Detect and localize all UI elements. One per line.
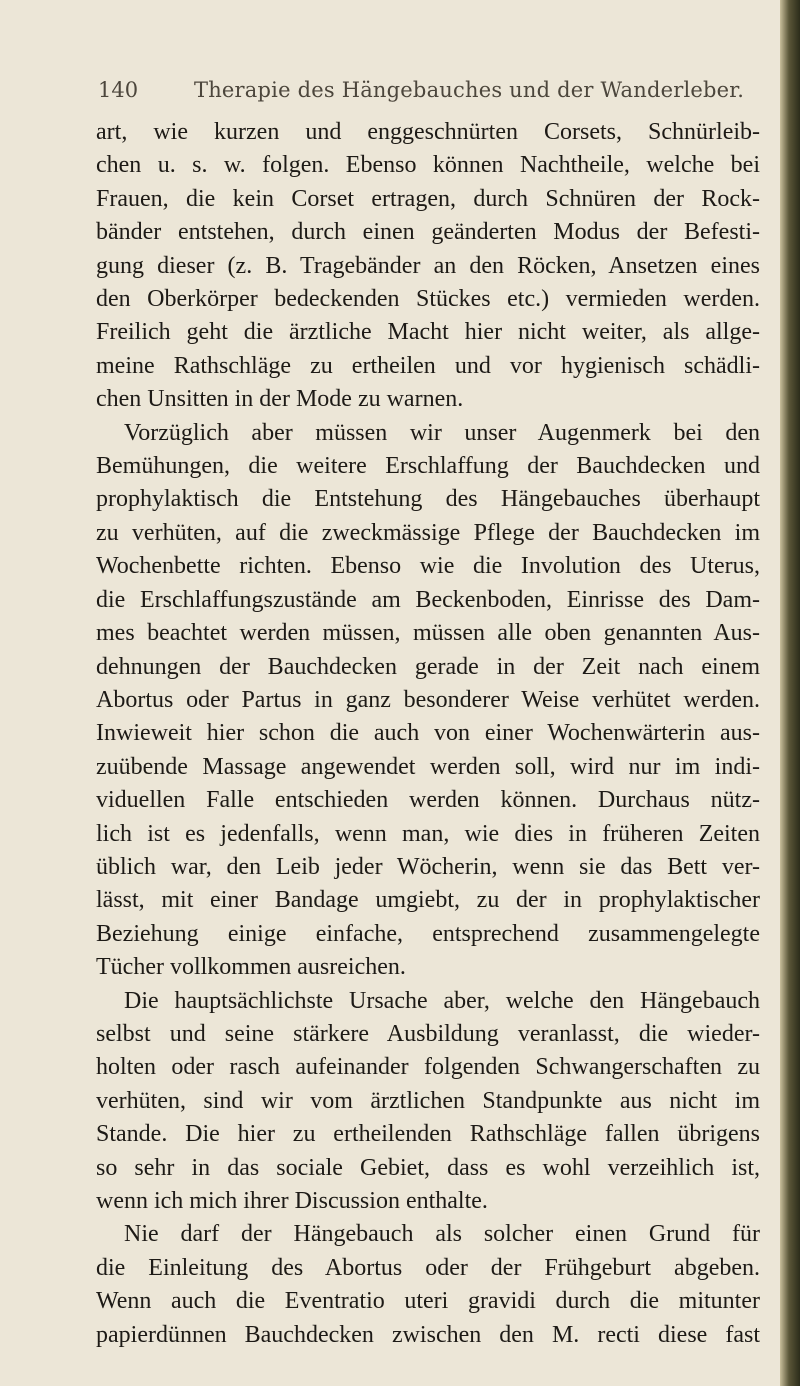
text-line: so sehr in das sociale Gebiet, dass es wohl verzeihlich ist, (96, 1154, 760, 1181)
text-line: art, wie kurzen und enggeschnürten Corsets, Schnürleib- (96, 119, 760, 145)
text-line: Die hauptsächlichste Ursache aber, welche den Hängebauch (124, 987, 760, 1014)
text-line: Wochenbette richten. Ebenso wie die Involution des Uterus, (96, 553, 760, 580)
text-line: lich ist es jedenfalls, wenn man, wie dies in früheren Zeiten (96, 820, 760, 847)
text-line: Freilich geht die ärztliche Macht hier nicht weiter, als allge- (96, 319, 760, 346)
text-line: Bemühungen, die weitere Erschlaffung der Bauchdecken und (96, 453, 760, 480)
text-line: Beziehung einige einfache, entsprechend zusammengelegte (96, 920, 760, 947)
text-line: verhüten, sind wir vom ärztlichen Standpunkte aus nicht im (96, 1087, 760, 1114)
text-line: Stande. Die hier zu ertheilenden Rathschläge fallen übrigens (96, 1121, 760, 1148)
text-line: chen u. s. w. folgen. Ebenso können Nachtheile, welche bei (96, 152, 760, 179)
paragraph (96, 985, 760, 1219)
text-line: prophylaktisch die Entstehung des Hängebauches überhaupt (96, 486, 760, 513)
body-text (96, 116, 760, 1352)
text-line: Tücher vollkommen ausreichen. (96, 954, 406, 981)
text-line: gung dieser (z. B. Tragebänder an den Röcken, Ansetzen eines (96, 252, 760, 279)
page-edge-shadow (780, 0, 800, 1386)
text-line: den Oberkörper bedeckenden Stückes etc.) vermieden werden. (96, 286, 760, 313)
text-line: Abortus oder Partus in ganz besonderer Weise verhütet werden. (96, 686, 760, 713)
text-line: die Erschlaffungszustände am Beckenboden, Einrisse des Dam- (96, 586, 760, 613)
text-line: zuübende Massage angewendet werden soll, wird nur im indi- (96, 753, 760, 780)
text-line: die Einleitung des Abortus oder der Frühgeburt abgeben. (96, 1254, 760, 1281)
running-title: Therapie des Hängebauches und der Wanderleber. (194, 78, 745, 102)
text-line: Nie darf der Hängebauch als solcher einen Grund für (124, 1221, 760, 1248)
text-line: mes beachtet werden müssen, müssen alle oben genannten Aus- (96, 620, 760, 647)
text-line: holten oder rasch aufeinander folgenden Schwangerschaften zu (96, 1054, 760, 1081)
text-line: zu verhüten, auf die zweckmässige Pflege der Bauchdecken im (96, 519, 760, 546)
paragraph (96, 417, 760, 985)
paragraph (96, 116, 760, 417)
text-line: selbst und seine stärkere Ausbildung veranlasst, die wieder- (96, 1020, 760, 1047)
text-line: Wenn auch die Eventratio uteri gravidi durch die mitunter (96, 1288, 760, 1315)
text-line: papierdünnen Bauchdecken zwischen den M. recti diese fast (96, 1321, 760, 1348)
text-line: meine Rathschläge zu ertheilen und vor hygienisch schädli- (96, 352, 760, 379)
page-number: 140 (98, 78, 139, 102)
text-line: lässt, mit einer Bandage umgiebt, zu der in prophylaktischer (96, 887, 760, 914)
text-line: wenn ich mich ihrer Discussion enthalte. (96, 1188, 488, 1214)
text-line: bänder entstehen, durch einen geänderten Modus der Befesti- (96, 219, 760, 246)
text-line: viduellen Falle entschieden werden können. Durchaus nütz- (96, 787, 760, 814)
text-line: dehnungen der Bauchdecken gerade in der Zeit nach einem (96, 653, 760, 680)
text-line: üblich war, den Leib jeder Wöcherin, wenn sie das Bett ver- (96, 853, 760, 880)
text-line: Frauen, die kein Corset ertragen, durch Schnüren der Rock- (96, 185, 760, 212)
text-line: Inwieweit hier schon die auch von einer Wochenwärterin aus- (96, 720, 760, 747)
paragraph (96, 1218, 760, 1352)
text-line: Vorzüglich aber müssen wir unser Augenmerk bei den (124, 419, 760, 446)
text-line: chen Unsitten in der Mode zu warnen. (96, 386, 464, 413)
